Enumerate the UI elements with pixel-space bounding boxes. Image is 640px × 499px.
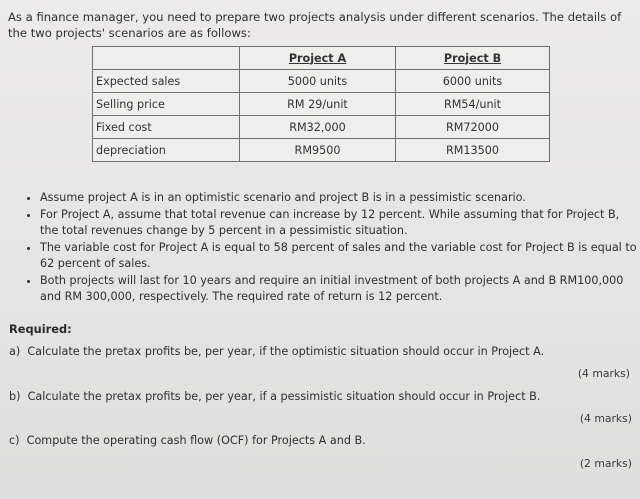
- question-c: [9, 434, 366, 447]
- table-row: [93, 93, 550, 116]
- list-item: • Assume project A is in an optimistic scenario and project B is in a pessimistic scenario.: [40, 190, 640, 207]
- project-a-value: 5000 units: [240, 70, 396, 93]
- question-label: c): [9, 434, 20, 447]
- table-row: [93, 116, 550, 139]
- question-text: Compute the operating cash flow (OCF) for Projects A and B.: [26, 434, 366, 447]
- marks-b: (4 marks): [579, 412, 632, 425]
- table-header-project-a: Project A: [240, 47, 396, 70]
- question-label: b): [9, 390, 21, 403]
- question-label: a): [9, 345, 21, 358]
- project-a-value: RM32,000: [240, 116, 396, 139]
- row-label: Fixed cost: [93, 116, 240, 139]
- table-header-row: [93, 47, 550, 70]
- question-text: Calculate the pretax profits be, per year, if a pessimistic situation should occur in Project B.: [27, 390, 541, 403]
- project-a-value: RM 29/unit: [240, 93, 396, 116]
- marks-a: (4 marks): [577, 367, 630, 380]
- project-b-value: RM72000: [396, 116, 550, 139]
- projects-table: [92, 46, 550, 162]
- table-row: [93, 139, 550, 162]
- table-header-project-b: Project B: [396, 47, 550, 70]
- question-a: [9, 345, 544, 358]
- table-row: [93, 70, 550, 93]
- list-item: • For Project A, assume that total revenue can increase by 12 percent. While assuming that for Project B, the total revenues change by 5 percent in a pessimistic situation.: [40, 207, 640, 240]
- project-a-value: RM9500: [240, 139, 396, 162]
- table-header-cell: [93, 47, 240, 70]
- row-label: depreciation: [93, 139, 240, 162]
- assumptions-list: [22, 190, 640, 306]
- required-heading: Required:: [9, 322, 72, 336]
- question-b: [9, 390, 540, 403]
- list-item: • The variable cost for Project A is equal to 58 percent of sales and the variable cost for Project B is equal to 62 percent of sales.: [40, 240, 640, 273]
- intro-paragraph: As a finance manager, you need to prepare two projects analysis under different scenarios. The details of the two projects' scenarios are as follows:: [8, 10, 622, 40]
- question-text: Calculate the pretax profits be, per year, if the optimistic situation should occur in Project A.: [27, 345, 545, 358]
- project-b-value: 6000 units: [396, 70, 550, 93]
- row-label: Expected sales: [93, 70, 240, 93]
- row-label: Selling price: [93, 93, 240, 116]
- project-b-value: RM13500: [396, 139, 550, 162]
- list-item: • Both projects will last for 10 years and require an initial investment of both projects A and B RM100,000 and RM 300,000, respectively. The required rate of return is 12 percent.: [40, 273, 640, 306]
- project-b-value: RM54/unit: [396, 93, 550, 116]
- marks-c: (2 marks): [579, 457, 632, 470]
